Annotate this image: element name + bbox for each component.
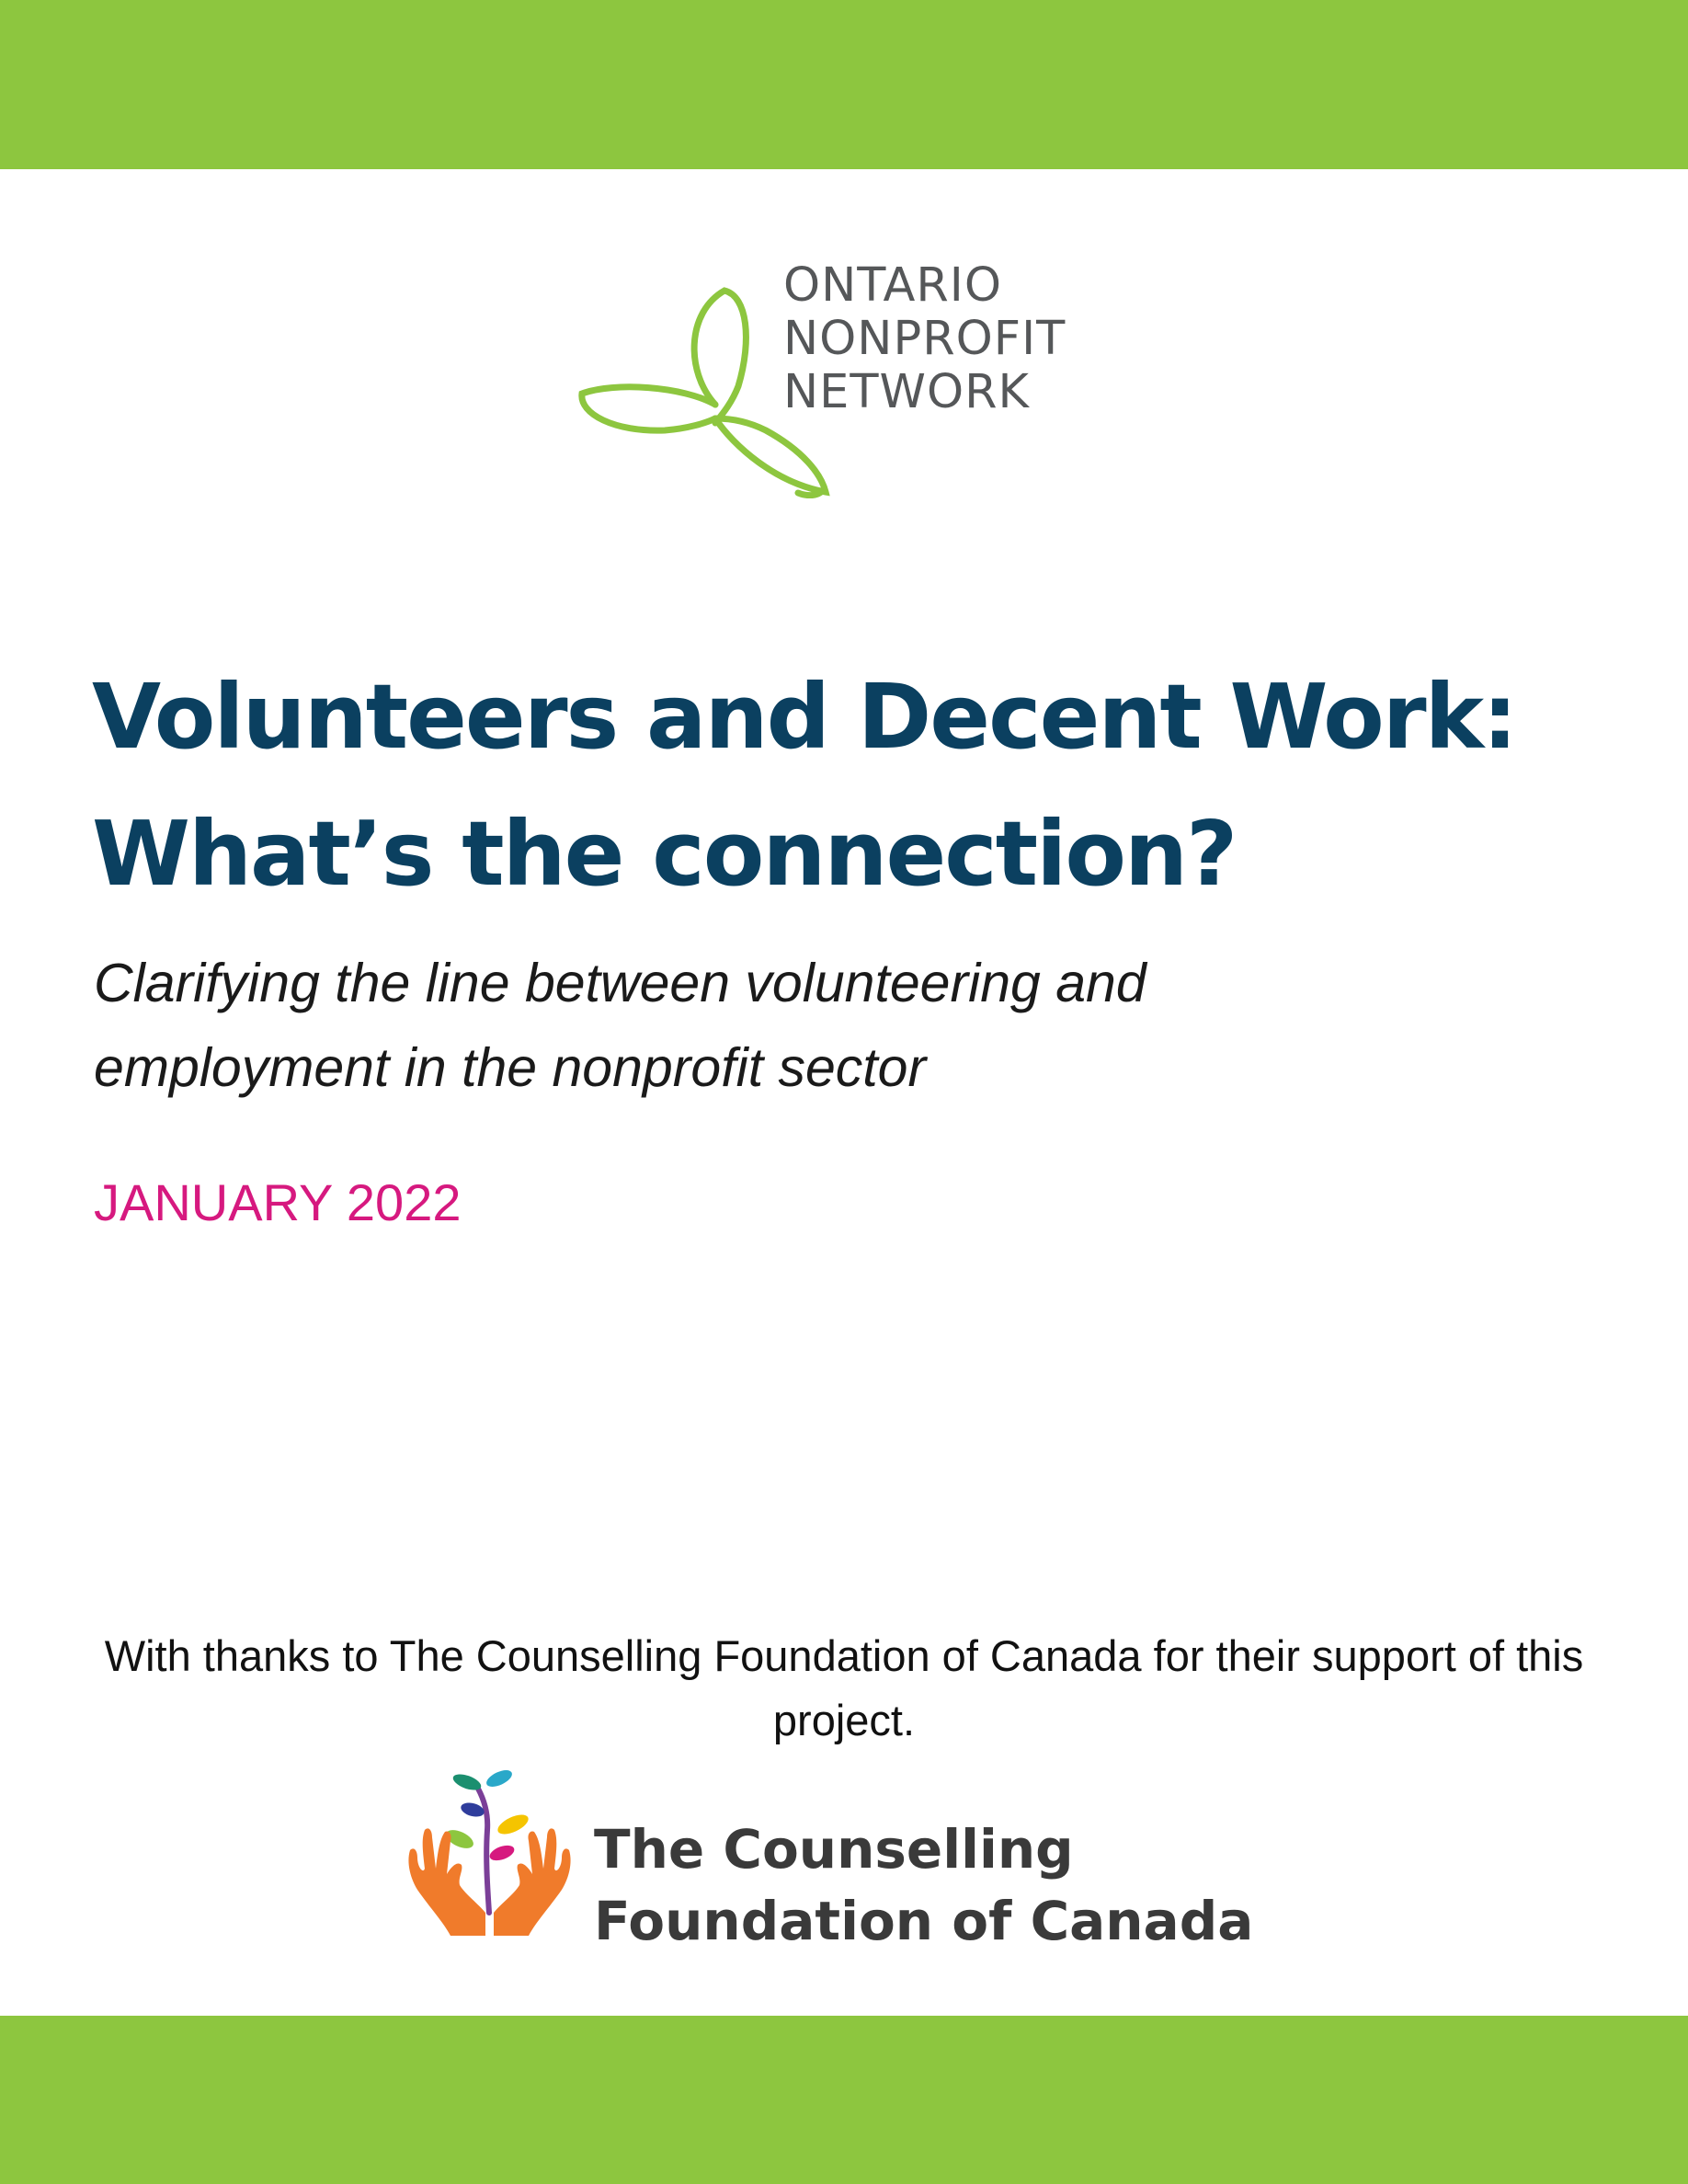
cfc-line-2: Foundation of Canada <box>594 1890 1254 1952</box>
onn-line-1: ONTARIO <box>783 258 1002 313</box>
cfc-line-1: The Counselling <box>594 1818 1074 1881</box>
top-green-band <box>0 0 1688 169</box>
acknowledgement-text: With thanks to The Counselling Foundation of Canada for their support of this project. <box>104 1631 1584 1744</box>
subtitle-line-2: employment in the nonprofit sector <box>94 1037 927 1098</box>
onn-line-3: NETWORK <box>783 365 1030 419</box>
title-line-1: Volunteers and Decent Work: <box>92 665 1516 769</box>
ontario-nonprofit-network-logo <box>577 259 1101 498</box>
subtitle-line-1: Clarifying the line between volunteering and <box>94 953 1146 1013</box>
document-subtitle <box>94 941 1565 1110</box>
publication-date: JANUARY 2022 <box>94 1173 462 1231</box>
onn-wordmark <box>783 259 1066 419</box>
cfc-wordmark <box>594 1813 1253 1957</box>
counselling-foundation-logo <box>405 1766 1306 1950</box>
hands-sprout-icon <box>405 1766 575 1950</box>
title-line-2: What’s the connection? <box>92 802 1237 906</box>
document-title <box>92 648 1637 922</box>
onn-line-2: NONPROFIT <box>783 312 1066 366</box>
bottom-green-band <box>0 2016 1688 2184</box>
